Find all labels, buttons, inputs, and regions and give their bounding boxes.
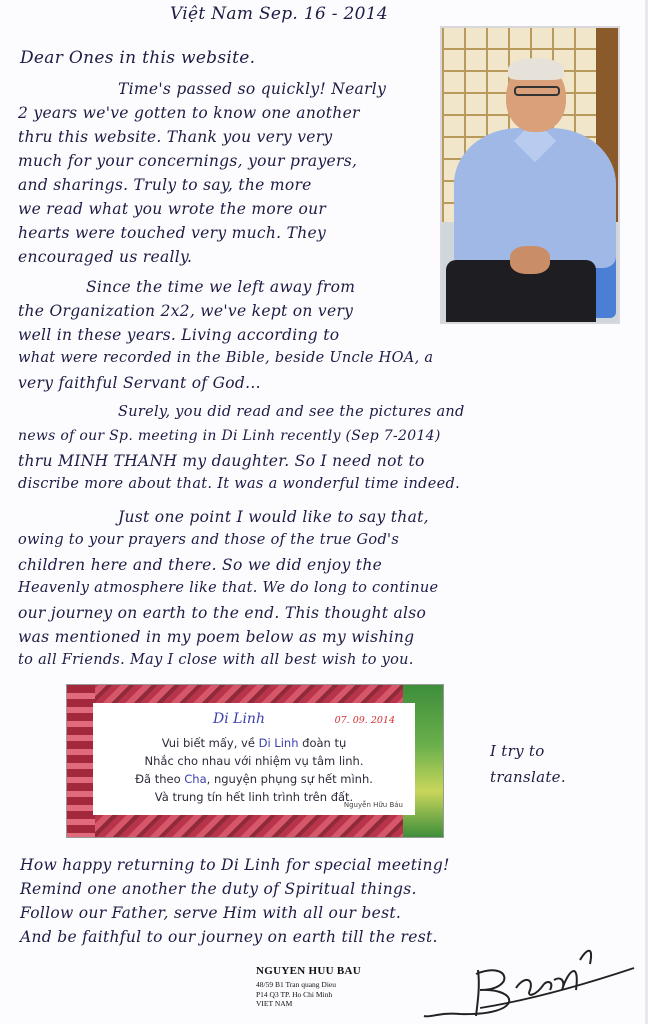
poem-panel [93,703,415,815]
portrait-photo [440,26,620,324]
letter-line: Surely, you did read and see the pictures and [118,404,465,420]
translation-note: I try to translate. [490,742,566,786]
letter-line: Heavenly atmosphere like that. We do long to continue [18,580,439,596]
translation-line: How happy returning to Di Linh for special meeting! [20,856,450,874]
letter-line: the Organization 2x2, we've kept on very [18,302,354,320]
letter-line: 2 years we've gotten to know one another [18,104,360,122]
translation-line: And be faithful to our journey on earth till the rest. [20,928,438,946]
letter-line: Time's passed so quickly! Nearly [118,80,387,98]
translation-line: Follow our Father, serve Him with all our best. [20,904,402,922]
poem-author: Nguyễn Hữu Báu [343,801,403,809]
address-line: 48/59 B1 Tran quang Dieu [256,980,337,989]
translation-line: Remind one another the duty of Spiritual things. [20,880,417,898]
person-glasses [514,86,560,96]
letter-line: Since the time we left away from [86,278,356,296]
letter-line: well in these years. Living according to [18,326,340,344]
address-stamp [256,965,361,1009]
letter-line: thru this website. Thank you very very [18,128,333,146]
poem-title: Di Linh [213,711,265,727]
poem-highlight: Di Linh [258,736,299,750]
poem-line-2: Nhắc cho nhau với nhiệm vụ tâm linh. [144,754,364,768]
poem-line-1 [93,736,415,750]
poem-date: 07. 09. 2014 [334,715,395,726]
poem-card [66,684,444,838]
poem-text: Đã theo [135,772,185,786]
letter-line: children here and there. So we did enjoy the [18,556,383,574]
poem-text: Vui biết mấy, về [161,736,259,750]
letter-line: was mentioned in my poem below as my wishing [18,628,415,646]
letter-greeting: Dear Ones in this website. [20,48,256,68]
letter-line: encouraged us really. [18,248,193,266]
letter-line: owing to your prayers and those of the true God's [18,532,400,548]
letter-line: much for your concernings, your prayers, [18,152,358,170]
letter-line: to all Friends. May I close with all best wish to you. [18,652,414,668]
sender-name: NGUYEN HUU BAU [256,965,362,977]
person-hair [508,58,564,80]
letter-line: discribe more about that. It was a wonderful time indeed. [18,476,460,492]
letter-line: Just one point I would like to say that, [118,508,429,526]
letter-line: what were recorded in the Bible, beside Uncle HOA, a [18,350,434,366]
poem-line-4: Và trung tín hết linh trình trên đất. [154,790,354,804]
letter-line: our journey on earth to the end. This thought also [18,604,427,622]
letter-date: Việt Nam Sep. 16 - 2014 [170,4,388,24]
person-hand [510,246,550,274]
address-line: P14 Q3 TP. Ho Chi Minh [256,989,333,999]
coffee-berries-left [67,685,95,837]
address-line: VIET NAM [256,999,293,1008]
handwritten-signature [420,930,640,1020]
letter-line: thru MINH THANH my daughter. So I need not to [18,452,425,470]
letter-line: hearts were touched very much. They [18,224,327,242]
poem-line-3 [93,772,415,786]
poem-text: , nguyện phụng sự hết mình. [206,772,373,786]
letter-line: very faithful Servant of God... [18,374,261,392]
letter-line: we read what you wrote the more our [18,200,327,218]
poem-highlight: Cha [184,772,207,786]
letter-line: news of our Sp. meeting in Di Linh recently (Sep 7-2014) [18,428,441,444]
letter-line: and sharings. Truly to say, the more [18,176,312,194]
poem-text: đoàn tụ [298,736,347,750]
